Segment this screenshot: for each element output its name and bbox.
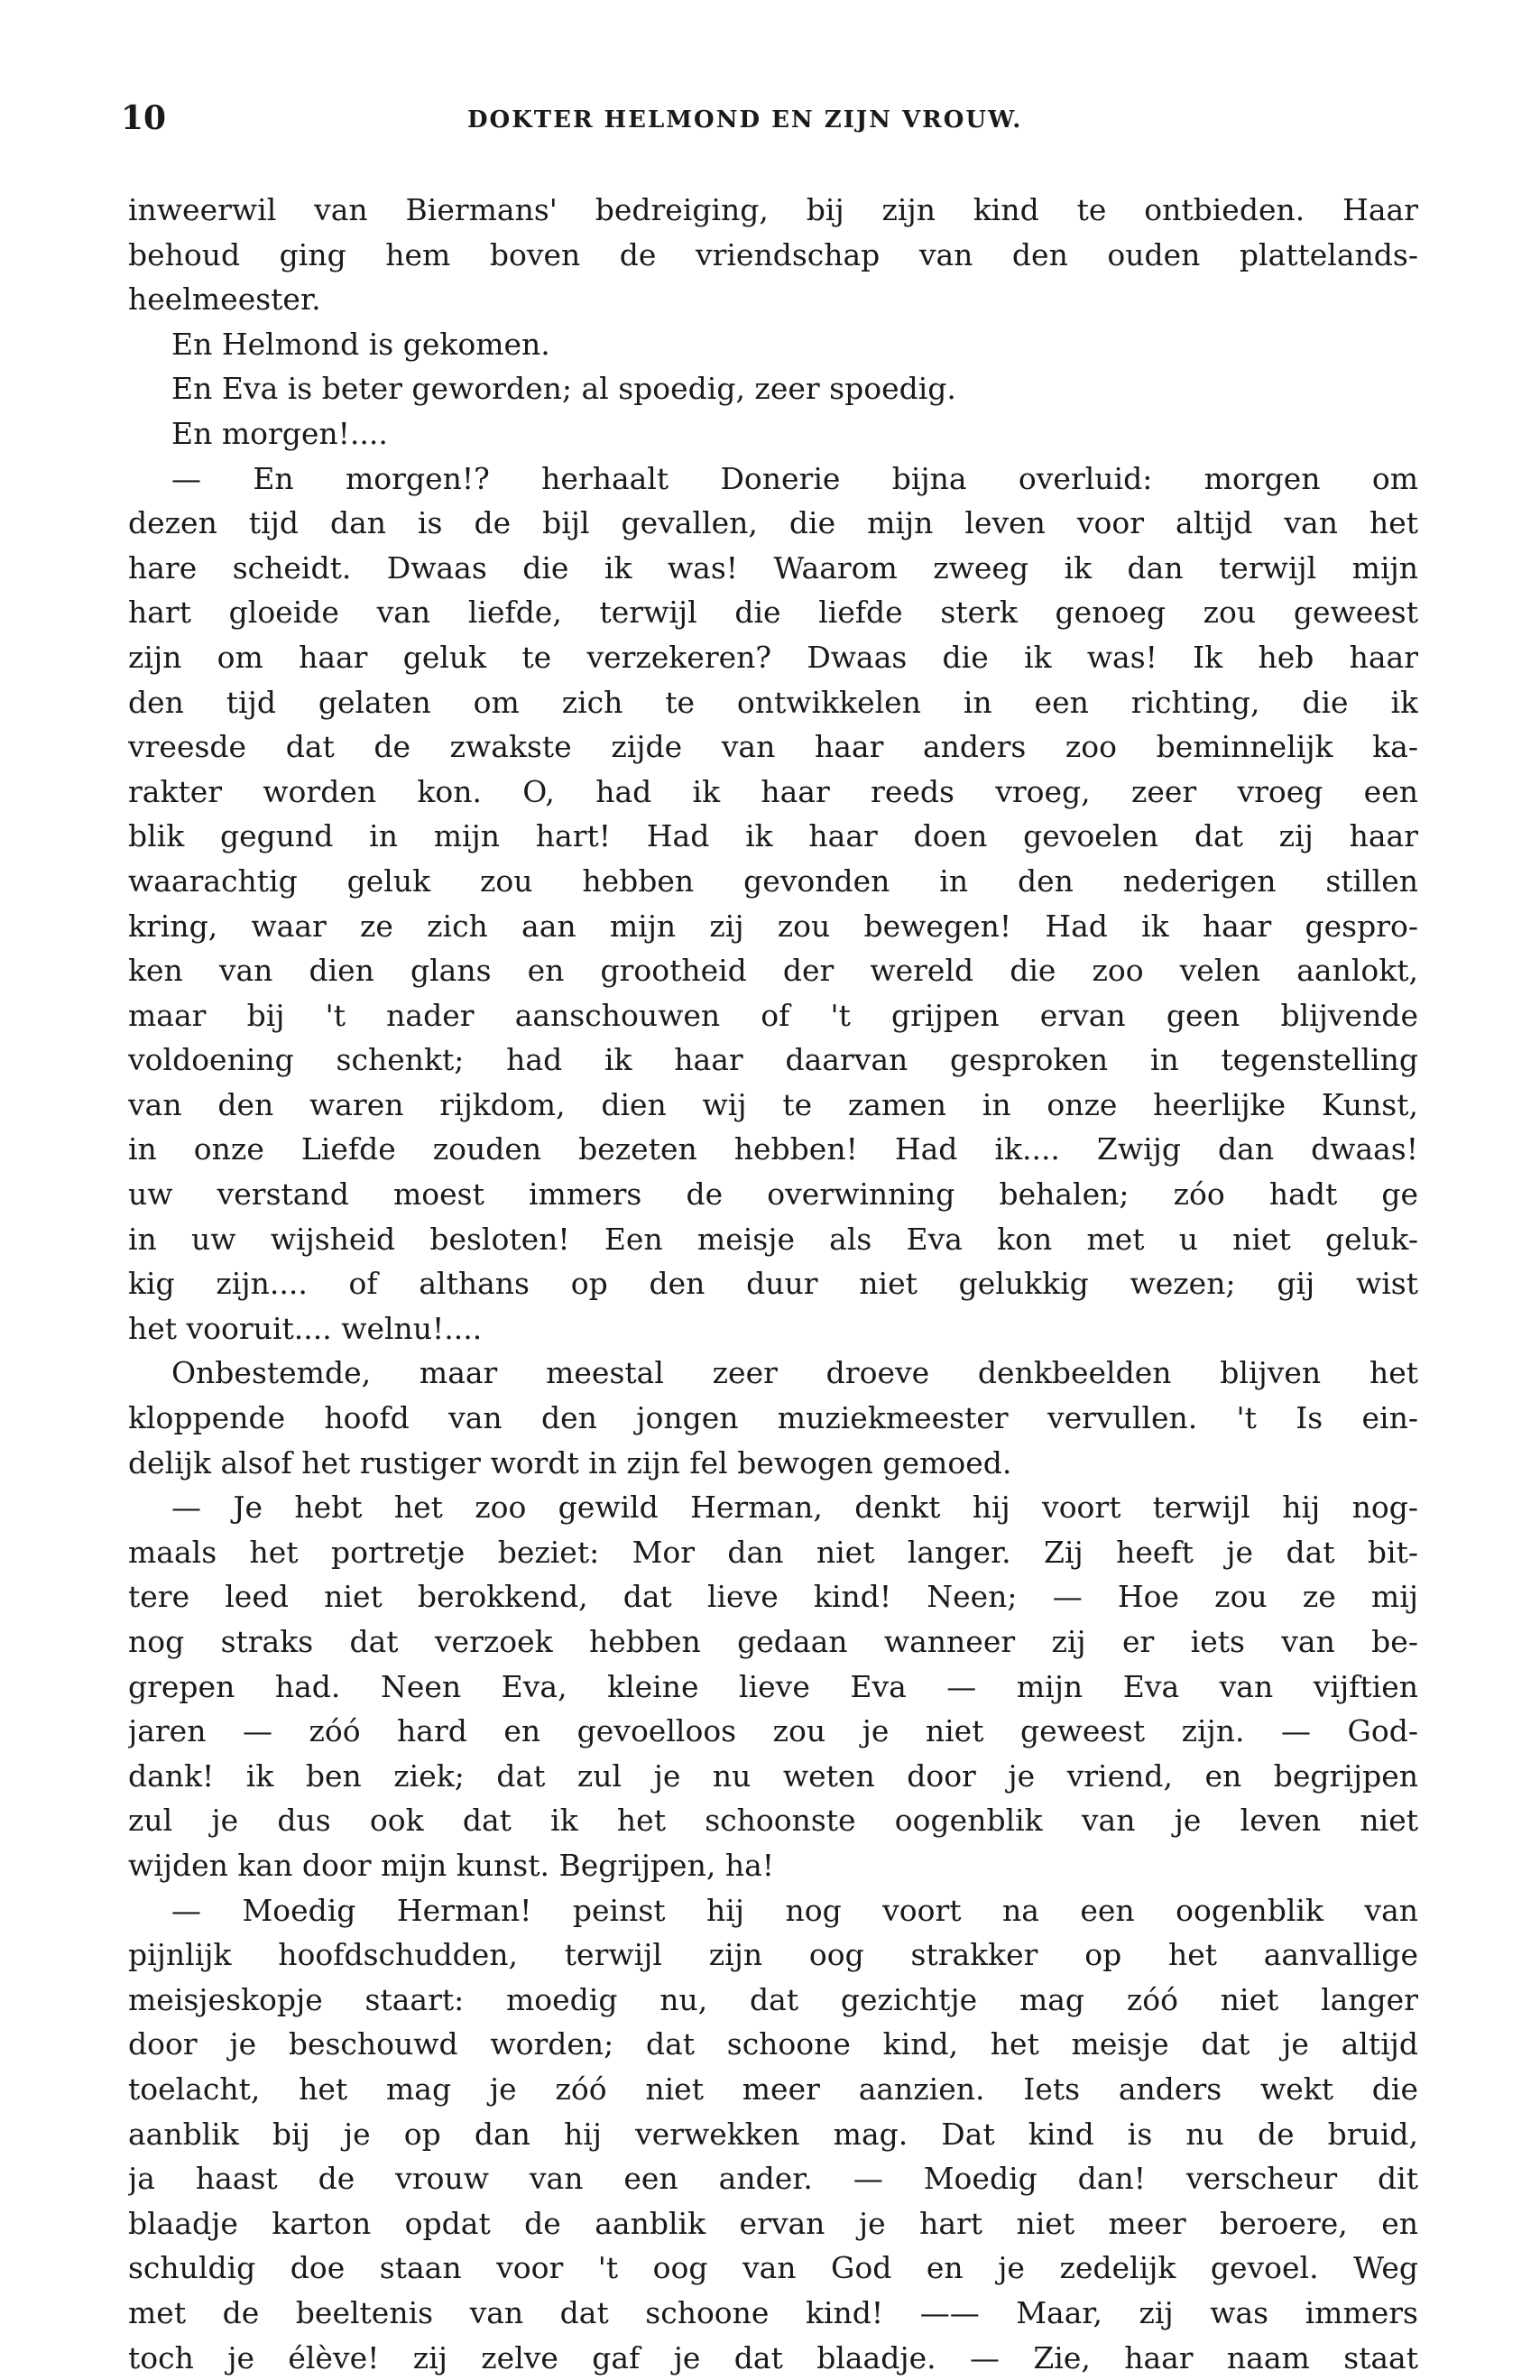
text-line: — En morgen!? herhaalt Donerie bijna overluid: morgen om — [128, 457, 1418, 502]
text-line: heelmeester. — [128, 277, 1418, 322]
text-line: met de beeltenis van dat schoone kind! —— Maar, zij was immers — [128, 2291, 1418, 2336]
text-line: blik gegund in mijn hart! Had ik haar doen gevoelen dat zij haar — [128, 814, 1418, 859]
text-line: ja haast de vrouw van een ander. — Moedig dan! verscheur dit — [128, 2156, 1418, 2201]
text-line: zijn om haar geluk te verzekeren? Dwaas die ik was! Ik heb haar — [128, 635, 1418, 680]
text-line: door je beschouwd worden; dat schoone kind, het meisje dat je altijd — [128, 2022, 1418, 2067]
text-line: vreesde dat de zwakste zijde van haar anders zoo beminnelijk ka- — [128, 724, 1418, 770]
text-line: hart gloeide van liefde, terwijl die liefde sterk genoeg zou geweest — [128, 590, 1418, 635]
text-line: maar bij 't nader aanschouwen of 't grijpen ervan geen blijvende — [128, 993, 1418, 1038]
text-line: inweerwil van Biermans' bedreiging, bij zijn kind te ontbieden. Haar — [128, 188, 1418, 233]
text-line: meisjeskopje staart: moedig nu, dat gezichtje mag zóó niet langer — [128, 1978, 1418, 2023]
text-line: rakter worden kon. O, had ik haar reeds vroeg, zeer vroeg een — [128, 770, 1418, 815]
text-line: den tijd gelaten om zich te ontwikkelen in een richting, die ik — [128, 680, 1418, 725]
text-line: in uw wijsheid besloten! Een meisje als Eva kon met u niet geluk- — [128, 1217, 1418, 1262]
text-line: Onbestemde, maar meestal zeer droeve denkbeelden blijven het — [128, 1351, 1418, 1396]
text-line: toelacht, het mag je zóó niet meer aanzien. Iets anders wekt die — [128, 2067, 1418, 2112]
text-line: delijk alsof het rustiger wordt in zijn fel bewogen gemoed. — [128, 1441, 1418, 1486]
text-line: nog straks dat verzoek hebben gedaan wanneer zij er iets van be- — [128, 1619, 1418, 1665]
text-line: zul je dus ook dat ik het schoonste oogenblik van je leven niet — [128, 1798, 1418, 1843]
text-line: hare scheidt. Dwaas die ik was! Waarom zweeg ik dan terwijl mijn — [128, 546, 1418, 591]
text-line: schuldig doe staan voor 't oog van God en je zedelijk gevoel. Weg — [128, 2246, 1418, 2291]
body-text — [128, 188, 1418, 2380]
text-line: — Je hebt het zoo gewild Herman, denkt hij voort terwijl hij nog- — [128, 1485, 1418, 1530]
text-line: waarachtig geluk zou hebben gevonden in den nederigen stillen — [128, 859, 1418, 904]
text-line: van den waren rijkdom, dien wij te zamen in onze heerlijke Kunst, — [128, 1083, 1418, 1128]
text-line: En Eva is beter geworden; al spoedig, zeer spoedig. — [128, 366, 1418, 411]
text-line: het vooruit.... welnu!.... — [128, 1306, 1418, 1351]
text-line: kloppende hoofd van den jongen muziekmeester vervullen. 't Is ein- — [128, 1396, 1418, 1441]
text-line: kig zijn.... of althans op den duur niet gelukkig wezen; gij wist — [128, 1261, 1418, 1306]
text-line: aanblik bij je op dan hij verwekken mag. Dat kind is nu de bruid, — [128, 2112, 1418, 2157]
text-line: dezen tijd dan is de bijl gevallen, die mijn leven voor altijd van het — [128, 501, 1418, 546]
text-line: behoud ging hem boven de vriendschap van den ouden plattelands- — [128, 233, 1418, 278]
page-number: 10 — [121, 99, 166, 137]
text-line: pijnlijk hoofdschudden, terwijl zijn oog strakker op het aanvallige — [128, 1933, 1418, 1978]
text-line: voldoening schenkt; had ik haar daarvan gesproken in tegenstelling — [128, 1038, 1418, 1083]
text-line: in onze Liefde zouden bezeten hebben! Had ik.... Zwijg dan dwaas! — [128, 1127, 1418, 1172]
text-line: maals het portretje beziet: Mor dan niet langer. Zij heeft je dat bit- — [128, 1530, 1418, 1575]
text-line: grepen had. Neen Eva, kleine lieve Eva — mijn Eva van vijftien — [128, 1665, 1418, 1710]
text-line: dank! ik ben ziek; dat zul je nu weten door je vriend, en begrijpen — [128, 1754, 1418, 1799]
text-line: En Helmond is gekomen. — [128, 322, 1418, 367]
text-line: tere leed niet berokkend, dat lieve kind! Neen; — Hoe zou ze mij — [128, 1574, 1418, 1619]
running-title: DOKTER HELMOND EN ZIJN VROUW. — [467, 106, 1022, 134]
page-header — [115, 99, 1406, 144]
text-line: ken van dien glans en grootheid der wereld die zoo velen aanlokt, — [128, 948, 1418, 993]
text-line: uw verstand moest immers de overwinning behalen; zóo hadt ge — [128, 1172, 1418, 1217]
text-line: toch je élève! zij zelve gaf je dat blaadje. — Zie, haar naam staat — [128, 2336, 1418, 2380]
text-line: jaren — zóó hard en gevoelloos zou je niet geweest zijn. — God- — [128, 1709, 1418, 1754]
text-line: blaadje karton opdat de aanblik ervan je hart niet meer beroere, en — [128, 2201, 1418, 2246]
text-line: En morgen!.... — [128, 411, 1418, 457]
text-line: kring, waar ze zich aan mijn zij zou bewegen! Had ik haar gespro- — [128, 904, 1418, 949]
text-line: wijden kan door mijn kunst. Begrijpen, ha! — [128, 1843, 1418, 1888]
text-line: — Moedig Herman! peinst hij nog voort na een oogenblik van — [128, 1888, 1418, 1933]
